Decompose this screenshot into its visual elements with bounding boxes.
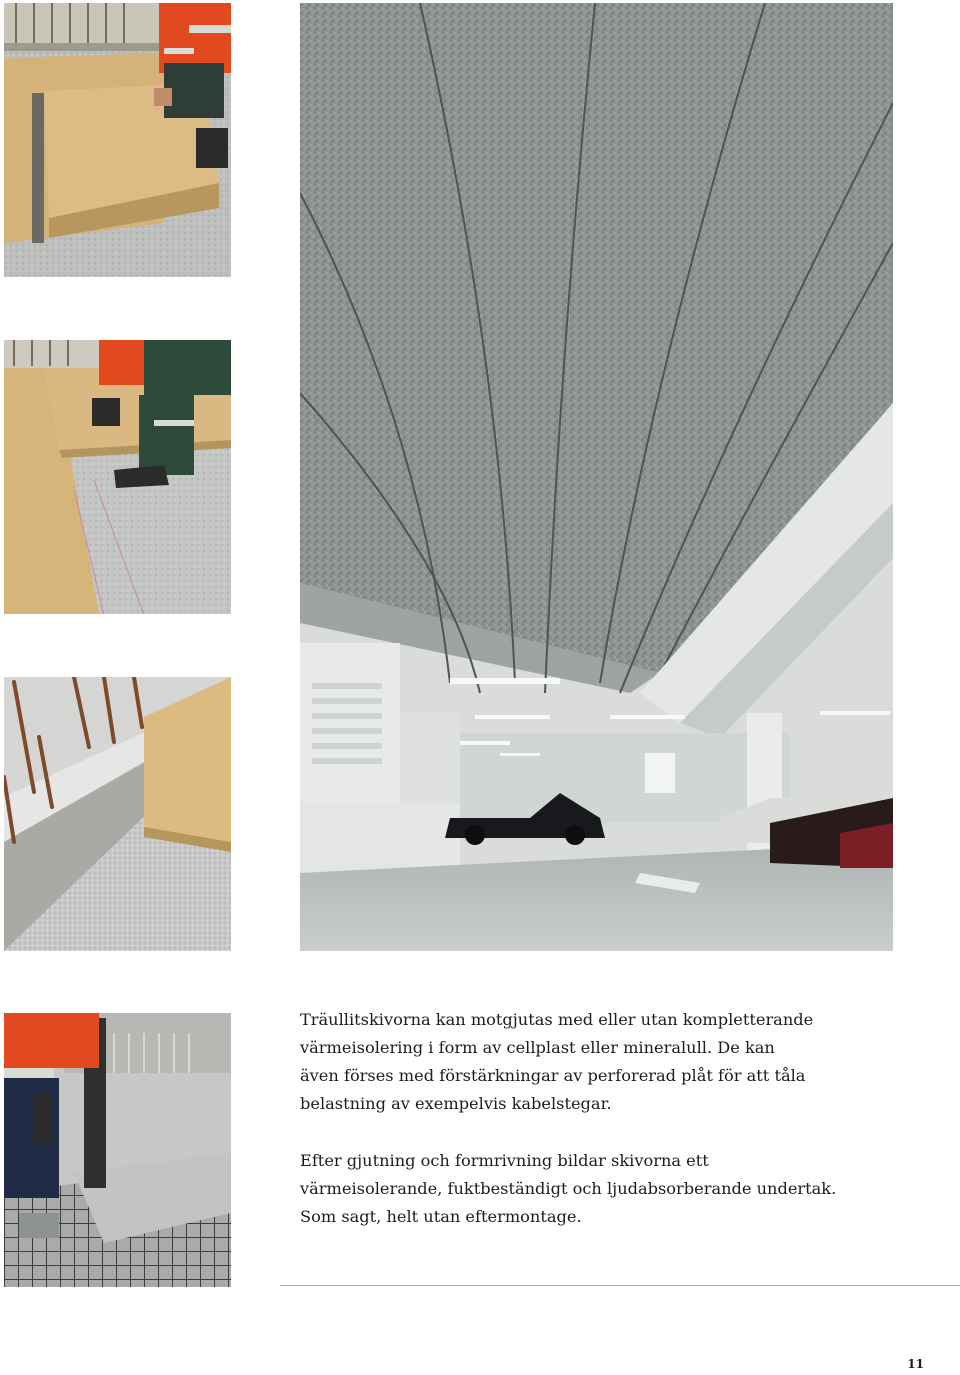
photo-worker-cutting-insulation	[4, 340, 231, 614]
text-line: även förses med förstärkningar av perforerad plåt för att tåla	[300, 1066, 806, 1085]
text-line: värmeisolerande, fuktbeständigt och ljudabsorberande undertak.	[300, 1179, 837, 1198]
text-line: Efter gjutning och formrivning bildar skivorna ett	[300, 1151, 709, 1170]
photo-concrete-pouring	[4, 1013, 231, 1287]
photo-insulation-slab-placement	[4, 3, 231, 277]
text-line: värmeisolering i form av cellplast eller mineralull. De kan	[300, 1038, 775, 1057]
text-line: Som sagt, helt utan eftermontage.	[300, 1207, 582, 1226]
paragraph-1	[300, 1006, 860, 1118]
photo-parking-garage-ceiling	[300, 3, 893, 951]
footer-rule	[280, 1285, 960, 1286]
text-line: belastning av exempelvis kabelstegar.	[300, 1094, 612, 1113]
page-number: 11	[907, 1357, 924, 1371]
text-line: Träullitskivorna kan motgjutas med eller utan kompletterande	[300, 1010, 814, 1029]
photo-rebar-formwork-edge	[4, 677, 231, 951]
paragraph-2	[300, 1147, 860, 1231]
